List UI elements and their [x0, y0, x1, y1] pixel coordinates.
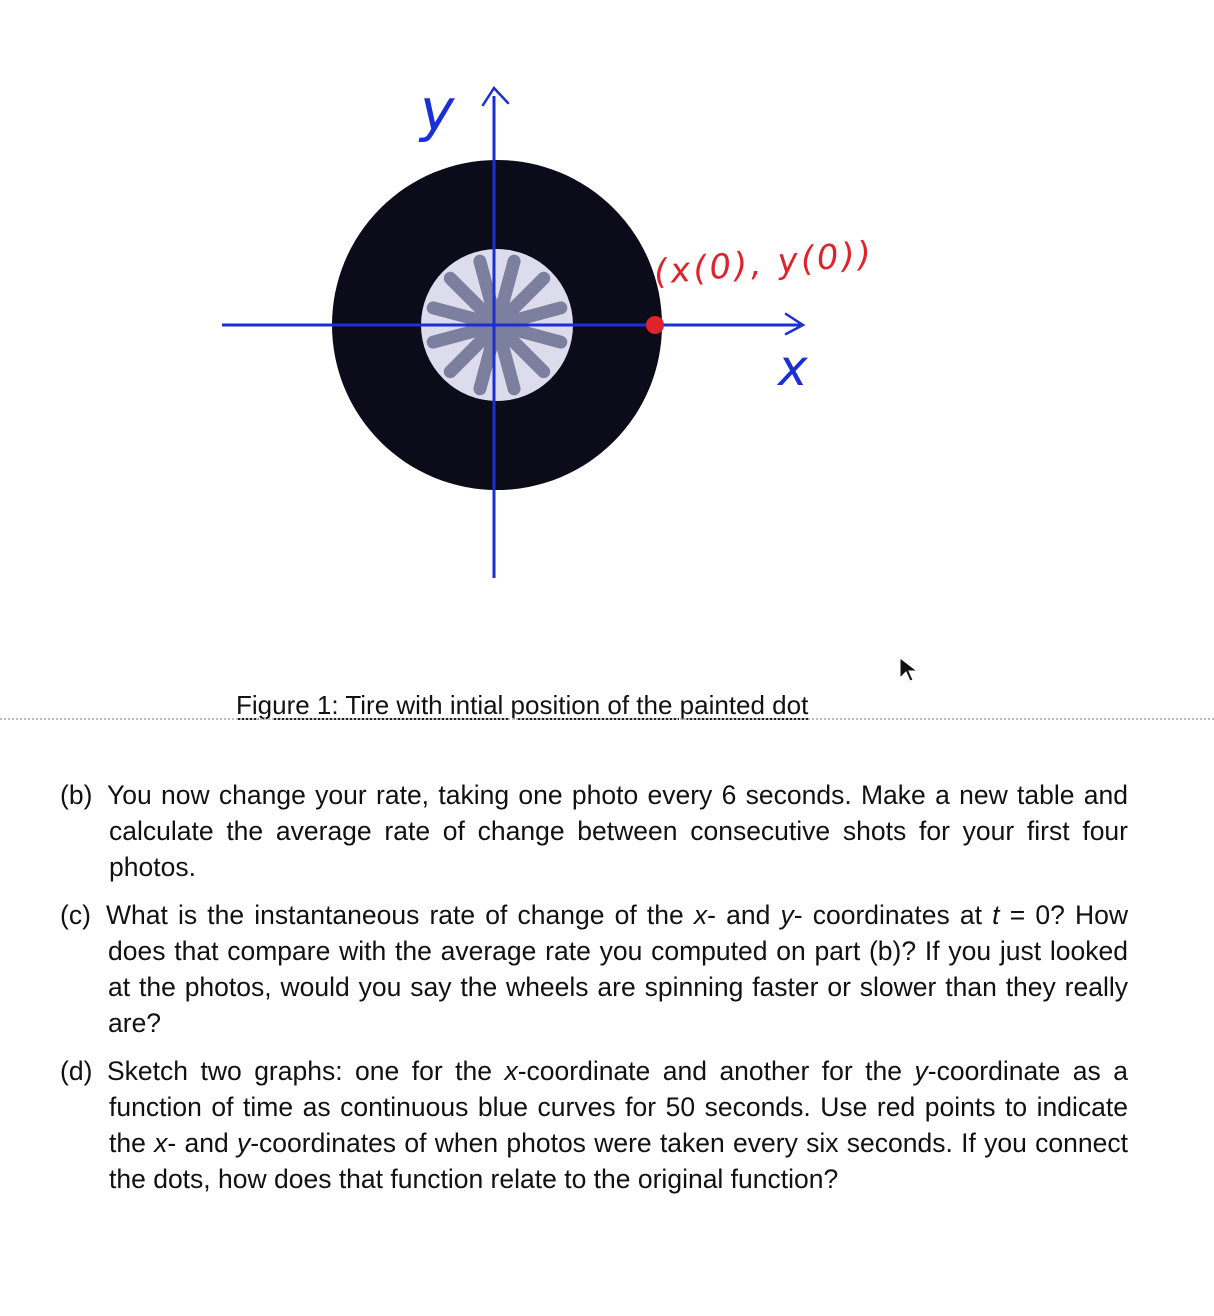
- problem-b: [60, 777, 1128, 885]
- y-axis-label: y: [420, 76, 455, 144]
- problem-b-text: You now change your rate, taking one photo every 6 seconds. Make a new table and calculate the average rate of change between consecutive shots for your first four photos.: [107, 780, 1128, 882]
- painted-dot: [646, 316, 664, 334]
- problem-b-label: (b): [60, 780, 93, 810]
- problem-c-text: What is the instantaneous rate of change of the x- and y- coordinates at t = 0? How does that compare with the average rate you computed on part (b)? If you just looked at the photos, would you say the wheels are spinning faster or slower than they really are?: [106, 900, 1128, 1038]
- problem-d-label: (d): [60, 1056, 93, 1086]
- problem-d: [60, 1053, 1128, 1197]
- x-axis-label: x: [778, 339, 808, 397]
- figure-caption: Figure 1: Tire with intial position of the painted dot: [236, 690, 809, 720]
- cursor-arrow-icon: [898, 656, 922, 682]
- problem-c-label: (c): [60, 900, 91, 930]
- problem-c: [60, 897, 1128, 1041]
- initial-point-label: (x(0), y(0)): [652, 233, 876, 293]
- page-divider: [0, 718, 1214, 720]
- problem-d-text: Sketch two graphs: one for the x-coordinate and another for the y-coordinate as a function of time as continuous blue curves for 50 seconds. Use red points to indicate the x- and y-coordinates of when photos were taken every six seconds. If you connect the dots, how does that function relate to the original function?: [107, 1056, 1128, 1194]
